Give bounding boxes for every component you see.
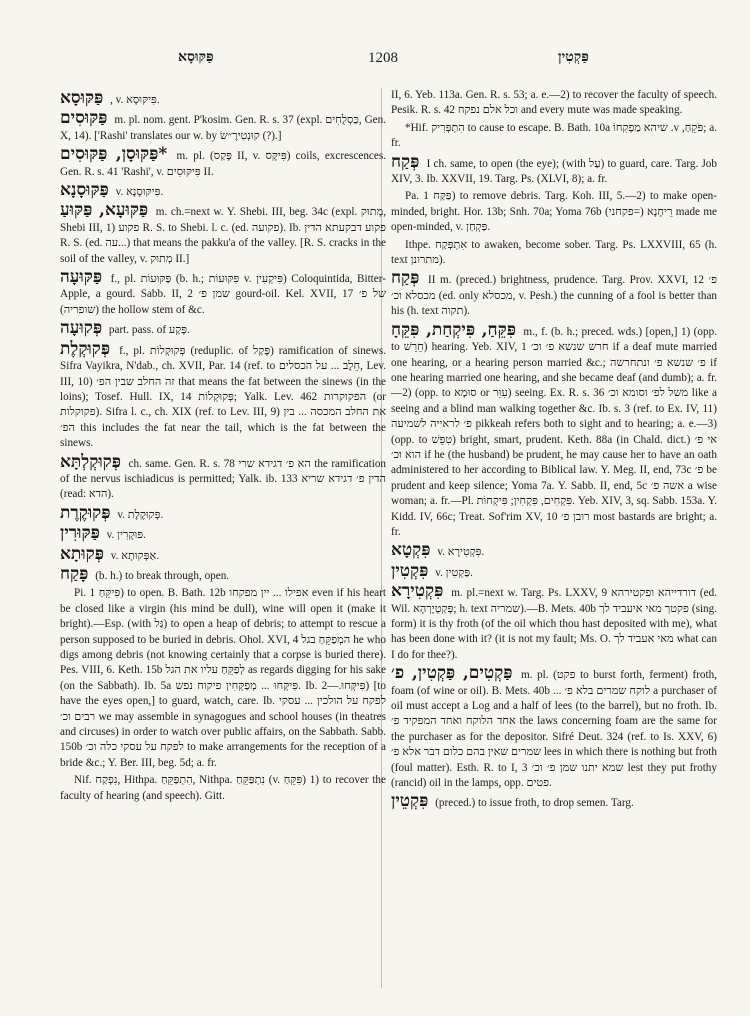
entry-headword: פַּקּוּסָא [60, 88, 104, 108]
dictionary-entry [391, 791, 717, 812]
dictionary-entry [391, 540, 717, 561]
entry-headword: פִּקְטִירָא [391, 581, 444, 602]
entry-definition: v. פִּיקּוּסָנָא. [112, 186, 164, 199]
entry-paragraph [391, 88, 717, 119]
dictionary-entry [60, 267, 386, 318]
entry-paragraph [391, 189, 717, 235]
dictionary-entry [60, 108, 387, 144]
dictionary-entry [60, 88, 386, 108]
entry-text: Nif. נִפְקַח, Hithpa. הִתְפַּקֵּחַ, Nithpa. נִתְפַּקֵּחַ (v. פִּקֵּחַ) 1) to recover the faculty of hearing (and speech). Gitt. [60, 774, 386, 802]
entry-headword: פְּקוּקְלֶת [60, 338, 111, 359]
entry-headword: פְּקוּתָא [60, 543, 104, 564]
dictionary-entry [391, 268, 718, 319]
entry-definition: ch. same. Gen. R. s. 78 הא פ׳ דגידא שרי the ramification of the nervus ischiadicus is permitted; Yalk. ib. 133 הדין פ׳ דגידא שריא (read: הדא). [60, 457, 387, 501]
dictionary-entry [60, 502, 386, 523]
entry-definition: (preced.) to issue froth, to drop semen. Targ. [432, 797, 634, 810]
entry-headword: פְּקוּעָה [60, 318, 103, 339]
entry-headword: פִּקְטִין [391, 560, 429, 581]
dictionary-entry [391, 663, 718, 791]
dictionary-entry [60, 543, 386, 564]
entry-definition: m., f. (b. h.; preced. wds.) [open,] 1) (opp. to חֵרֵשׁ) hearing. Yeb. XIV, 1 חרש שנשא פ׳ וכ׳ if a deaf mute married one hearing, or a hearing person married &c.; פ׳ שנשא פ׳ ונתחרשה if one hearing married one hearing, and she became deaf (and dumb); a. fr.—2) (opp. to סוּמָא or עִוֵּר) seeing. Ex. R. s. 36 משל לפ׳ וסומא וכ׳ like a seeing and a blind man walking together &c. Ib. s. 3 (ref. to Ex. IV, 11) פ׳ לראייה לשמיעה pikkeah refers both to sight and to hearing; a. e.—3) (opp. to טִפֵּשׁ) bright, smart, prudent. Keth. 88a (in Chald. dict.) אי פ׳ הוא וכ׳ if he (the husband) be prudent, he may cause her to have an oath administered to her according to Biblical law. Y. Meg. II, end, 73c פ׳ be prudent and keep silence; Yoma 7a. Y. Sabb. II, end, 5c אשה פ׳ a wise woman; a. fr.—Pl. פִּקְחִים, פִּקְחִין; פִּיקְחוֹת. Yeb. XIV, 3, sq. Sabb. 153a. Y. Kidd. IV, 66c; Treat. Sof'rim XV, 10 רובן פ׳ most bastards are bright; a. fr. [391, 325, 718, 538]
dictionary-entry [60, 523, 386, 544]
entry-text: Ithpe. אִתְפְּקַח to awaken, become sober. Targ. Ps. LXXVIII, 65 (h. text מתרונן). [391, 238, 717, 267]
entry-definition: v. פִּקְטִירָא. [434, 546, 485, 559]
left-column [60, 88, 386, 806]
entry-headword: פְּקוּקֶרֶת [60, 502, 111, 523]
entry-definition: f., pl. פַּקּוּעוֹת (b. h.; פִּקּוּעוֹת v. פִּיקְעִין) Coloquintida, Bitter-Apple, a gourd. Sabb. II, 2 שמן פ׳ gourd-oil. Kel. XVII, 17 של פ׳ (שופריה) the hollow stem of &c. [60, 273, 386, 316]
entry-definition: v. פְּקוּקֶלֶת. [114, 508, 164, 521]
entry-headword: פְּקַח [391, 268, 420, 289]
dictionary-entry [60, 338, 387, 452]
entry-definition: v. אַפְּקוּתָא. [107, 549, 160, 562]
dictionary-entry [60, 563, 386, 584]
entry-headword: פָּקַח [60, 563, 89, 584]
entry-definition: f., pl. פְּקוּקְלוֹת (reduplic. of פָּקַל) ramification of sinews. Sifra Vayikra, N'dab., ch. XVII, Par. 14 (ref. to חֵלֶב ... על הכסלים, Lev. III, 10) זה החלב שבין הפ׳ that means the fat between the sinews (in the loins); Tosef. Hull. IX, 14 פְּקוּקְלוֹת; Yalk. Lev. 462 הפקוקרות (or פקוקלות). Sifra l. c., ch. XIX (ref. to Lev. III, 9) את החלב המכסה ... בין הפ׳ this includes the fat near the tail, which is the fat between the sinews. [60, 344, 387, 450]
entry-paragraph [60, 773, 386, 804]
entry-headword: פַּקּוּסִים [60, 108, 108, 129]
entry-headword: פִּקֵּחַ, פִּיקְחַת, פִּקֵּחָ [391, 319, 516, 340]
entry-paragraph [391, 238, 717, 269]
entry-definition: m. pl. nom. gent. P'kosim. Gen. R. s. 37 (expl. כַּסְלֻחִים, Gen. X, 14). ['Rashi' translates our w. by קוּנְטִירֶ״שׂ (?).] [60, 114, 387, 142]
header-left-headword: פַּקּוּסָא [178, 50, 214, 65]
entry-text: Pa. פַּקַּח 1) to remove debris. Targ. Koh. III, 5.—2) to make open-minded, bright. Hor. 13b; Snh. 70a; Yoma 76b רֵיחָנָא (=פקחני) made me open-minded, v. פַּקְחַן. [391, 190, 717, 234]
dictionary-entry [391, 319, 718, 541]
entry-definition: (b. h.) to break through, open. [92, 569, 230, 582]
entry-paragraph [391, 121, 717, 152]
entry-headword: *פַּקּוּסָן, פַּקּוּסִים [60, 144, 168, 165]
entry-definition: , v. פִּיקּוּסָא. [107, 94, 160, 106]
dictionary-entry [60, 200, 387, 267]
entry-definition: m. pl. (פָּקַס II, v. פִּיקָּס) coils, excrescences. Gen. R. s. 41 'Rashi', v. פִּיקּוּסִים II. [60, 150, 386, 178]
entry-paragraph [60, 586, 386, 771]
entry-definition: v. פּוּקָרִין. [103, 529, 146, 542]
dictionary-entry [60, 144, 386, 180]
entry-headword: פִּקְטֵין [391, 791, 429, 812]
entry-headword: פַּקְטִים, פַּקְטִין, פ׳ [391, 663, 513, 684]
entry-headword: פְּקַח [391, 151, 420, 172]
dictionary-entry [391, 560, 717, 581]
entry-headword: פַּקּוּרִין [60, 523, 100, 544]
page-number: 1208 [368, 50, 398, 66]
entry-headword: פַּקּוּעָה [60, 267, 103, 288]
dictionary-entry [60, 318, 386, 339]
entry-definition: v. פַּקְטִין. [432, 566, 473, 579]
dictionary-entry [60, 180, 386, 201]
entry-headword: פְּקוּקְלְתָּא [60, 451, 122, 472]
dictionary-entry [391, 151, 717, 188]
entry-definition: m. pl.=next w. Targ. Ps. LXXV, 9 דורדייהא ופקטירהא (ed. Wil. פְּקַטְיָרְהָא; h. text שמריה).—B. Mets. 40b פקטך מאי איעביד לך (sing. form) it is thy froth (of the oil which thou hast deposited with me), what has been done with it? (it is not my fault; Ms. O. מאי אעביד לך what can I do for thee?). [391, 587, 718, 661]
entry-definition: m. ch.=next w. Y. Shebi. III, beg. 34c (expl. מְתוּק, Shebi III, 1) פקוע R. S. to Shebi. l. c. (ed. פקועה). Ib. פקוע דבקעתא הדין R. S. (ed. עה...) that means the pakku'a of the valley. [R. S. cracks in the soil of the valley, v. מְתוּק II.] [60, 206, 387, 265]
entry-text: II, 6. Yeb. 113a. Gen. R. s. 53; a. e.—2) to recover the faculty of speech. Pesik. R. s. 42 וכל אלם נפקח and every mute was made speaking. [391, 89, 717, 117]
entry-text: Pi. פִּיקֵּחַ 1) to open. B. Bath. 12b אפילו ... יין מפקחו even if his heart be closed like a virgin (his mind be dull), wine will open it (make it bright).—Esp. (with גַּל) to open a heap of debris; to attempt to rescue a person supposed to be buried in debris. Ohol. XVI, 4 המְפַקֵּחַ בגל he who digs among debris (not knowing certainly that a corpse is buried there). Pes. VIII, 6. Keth. 15b לְפַקֵּחַ עליו את הגל as regards digging for his sake (on the Sabbath). Ib. 5a פִּיקְּחוּ ... מְפַקְּחִין פיקוח נפש. Ib. פִּיקְּחוּ.—2) [to have the eyes open,] to guard, watch, care. Ib. לפקח על הולכין ... עסקי רבים וכ׳ we may assemble in synagogues and school houses (in theatres and circuses) in order to watch over public affairs, on the Sabbath. Sabb. 150b לפקח על עסקי כלה וכ׳ to make arrangements for the reception of a bride &c.; Y. Ber. III, beg. 5d; a. fr. [60, 587, 387, 769]
running-header [60, 50, 700, 72]
entry-headword: פִּקְטָא [391, 540, 431, 561]
entry-headword: פַּקּוּסָנָא [60, 180, 109, 201]
entry-definition: II m. (preced.) brightness, prudence. Targ. Prov. XXVI, 12 פ׳ מכסלא וכ׳ (ed. only מכסלא, v. Pesh.) the cunning of a fool is better than his (h. text תקוה). [391, 274, 718, 318]
entry-definition: part. pass. of פָּקַע. [106, 324, 190, 337]
entry-definition: I ch. same, to open (the eye); (with עַל) to guard, care. Targ. Job XIV, 3. Ib. XXVII, 19. Targ. Ps. (XLVI, 8); a. fr. [391, 157, 717, 186]
entry-text: *Hif. הִתְפְּרִיק to cause to escape. B. Bath. 10a שיהא מַפְקִחוֹ .v ,פֹּקֵחַ; a. fr. [391, 121, 718, 150]
entry-definition: m. pl. (פקט to burst forth, ferment) froth, foam (of wine or oil). B. Mets. 40b ... לוקח שמרים בלא פ׳ a purchaser of oil must accept a Log and a half of lees (to the barrel), but no froth. Ib. אחד הלוקח ואחד המפקיד פ׳ the laws concerning foam are the same for the purchaser as for the depositor. Sifré Deut. 324 (ref. to Is. XXV, 6) שמרים שאין בהם כלום דבר אלא פ׳ lees in which there is nothing but froth (foul matter). Esth. R. to I, 3 שמא יתנו שמן פ׳ וכ׳ lest they put frothy (rancid) oil in the lamps, opp. פטים. [391, 669, 718, 790]
entry-headword: פַּקּוּעָא, פַּקּוּעַ [60, 200, 149, 221]
right-column [391, 88, 717, 814]
header-right-headword: פַּקְטִין [558, 50, 589, 65]
dictionary-entry [60, 451, 387, 503]
dictionary-entry [391, 581, 718, 663]
